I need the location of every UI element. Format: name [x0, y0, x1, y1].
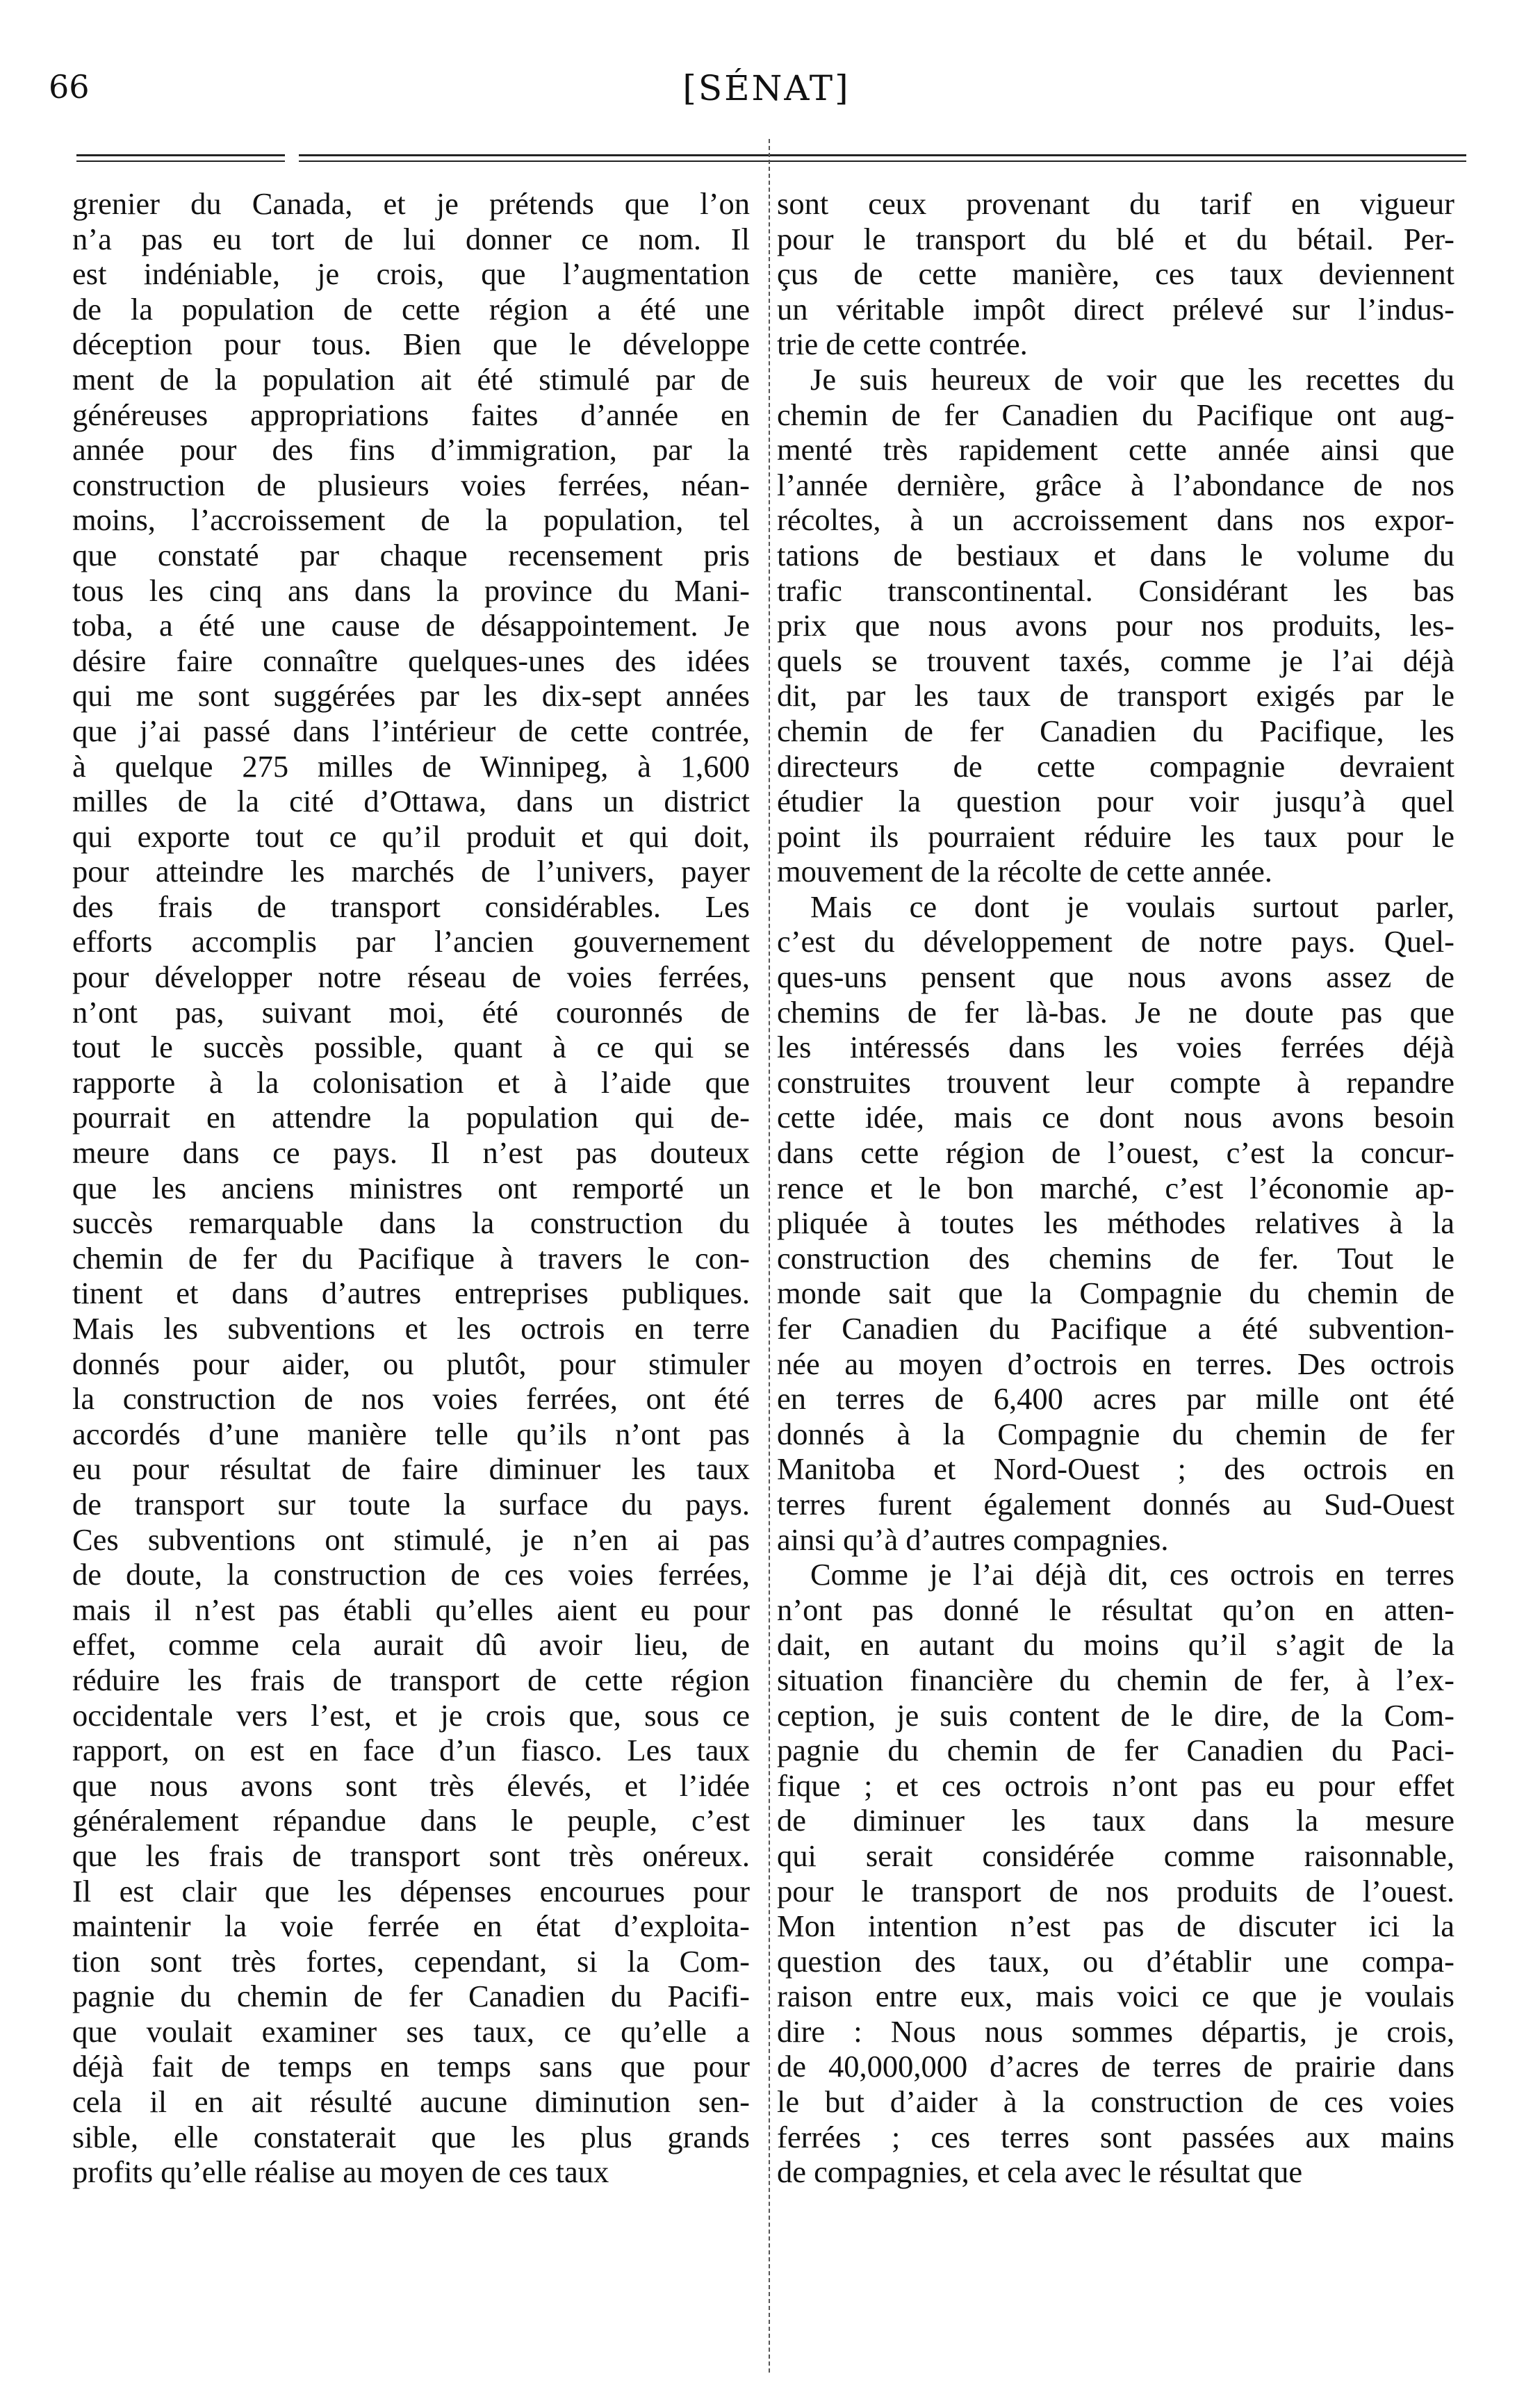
text-line: profits qu’elle réalise au moyen de ces taux: [72, 2154, 609, 2190]
text-line: succès remarquable dans la construction du: [72, 1205, 750, 1241]
text-line: pliquée à toutes les méthodes relatives à la: [777, 1205, 1454, 1241]
text-line: point ils pourraient réduire les taux pour le: [777, 818, 1454, 854]
text-line: pour le transport de nos produits de l’ouest.: [777, 1873, 1454, 1908]
text-line: moins, l’accroissement de la population, tel: [72, 502, 750, 538]
text-line: pour le transport du blé et du bétail. Per-: [777, 221, 1454, 256]
text-line: qui exporte tout ce qu’il produit et qui doit,: [72, 818, 750, 854]
text-line: ment de la population ait été stimulé par de: [72, 361, 750, 397]
text-line: tous les cinq ans dans la province du Mani-: [72, 572, 750, 608]
text-line: Mon intention n’est pas de discuter ici la: [777, 1908, 1454, 1944]
text-line: Je suis heureux de voir que les recettes du: [810, 361, 1454, 397]
text-line: tout le succès possible, quant à ce qui se: [72, 1030, 750, 1065]
text-line: cela il en ait résulté aucune diminution sen-: [72, 2084, 750, 2120]
text-line: chemin de fer Canadien du Pacifique ont aug-: [777, 397, 1454, 432]
text-line: de la population de cette région a été une: [72, 291, 750, 327]
text-line: de 40,000,000 d’acres de terres de prairie dans: [777, 2049, 1454, 2084]
text-line: chemin de fer du Pacifique à travers le con-: [72, 1240, 750, 1276]
text-line: sible, elle constaterait que les plus grands: [72, 2119, 750, 2154]
text-line: qui serait considérée comme raisonnable,: [777, 1838, 1454, 1873]
running-title: [SÉNAT]: [682, 68, 851, 108]
text-line: fique ; et ces octrois n’ont pas eu pour effet: [777, 1767, 1454, 1803]
text-line: que constaté par chaque recensement pris: [72, 537, 750, 572]
text-line: que les frais de transport sont très onéreux.: [72, 1838, 750, 1873]
text-line: récoltes, à un accroissement dans nos expor-: [777, 502, 1454, 538]
text-line: rapport, on est en face d’un fiasco. Les taux: [72, 1733, 750, 1768]
text-line: question des taux, ou d’établir une compa-: [777, 1943, 1454, 1979]
text-line: ques-uns pensent que nous avons assez de: [777, 959, 1454, 995]
text-line: donnés pour aider, ou plutôt, pour stimuler: [72, 1346, 750, 1381]
text-line: directeurs de cette compagnie devraient: [777, 748, 1454, 784]
text-line: née au moyen d’octrois en terres. Des octrois: [777, 1346, 1454, 1381]
text-line: de transport sur toute la surface du pays.: [72, 1486, 750, 1522]
text-line: c’est du développement de notre pays. Quel-: [777, 924, 1454, 959]
header-rule-right: [299, 154, 1466, 162]
text-line: maintenir la voie ferrée en état d’exploita-: [72, 1908, 750, 1944]
text-line: un véritable impôt direct prélevé sur l’indus-: [777, 291, 1454, 327]
left-column: [72, 186, 750, 2190]
text-line: en terres de 6,400 acres par mille ont été: [777, 1381, 1454, 1417]
text-line: à quelque 275 milles de Winnipeg, à 1,600: [72, 748, 750, 784]
text-line: Ces subventions ont stimulé, je n’en ai pas: [72, 1522, 750, 1557]
text-line: généreuses appropriations faites d’année en: [72, 397, 750, 432]
text-line: rence et le bon marché, c’est l’économie ap-: [777, 1170, 1454, 1205]
text-line: le but d’aider à la construction de ces voies: [777, 2084, 1454, 2120]
text-line: déception pour tous. Bien que le développe: [72, 327, 750, 362]
text-line: dait, en autant du moins qu’il s’agit de la: [777, 1627, 1454, 1663]
text-line: de compagnies, et cela avec le résultat que: [777, 2154, 1303, 2190]
text-line: mais il n’est pas établi qu’elles aient eu pour: [72, 1592, 750, 1627]
text-line: année pour des fins d’immigration, par la: [72, 432, 750, 468]
text-line: déjà fait de temps en temps sans que pour: [72, 2049, 750, 2084]
text-line: çus de cette manière, ces taux deviennent: [777, 256, 1454, 292]
text-line: que les anciens ministres ont remporté un: [72, 1170, 750, 1205]
page-number: 66: [49, 68, 90, 106]
text-line: Il est clair que les dépenses encourues pour: [72, 1873, 750, 1908]
text-line: dans cette région de l’ouest, c’est la concur-: [777, 1135, 1454, 1171]
text-line: trie de cette contrée.: [777, 327, 1028, 362]
text-line: que j’ai passé dans l’intérieur de cette contrée,: [72, 713, 750, 748]
text-line: monde sait que la Compagnie du chemin de: [777, 1276, 1454, 1311]
text-line: pagnie du chemin de fer Canadien du Pacifi-: [72, 1979, 750, 2014]
text-line: effet, comme cela aurait dû avoir lieu, de: [72, 1627, 750, 1663]
text-line: tations de bestiaux et dans le volume du: [777, 537, 1454, 572]
text-line: généralement répandue dans le peuple, c’est: [72, 1803, 750, 1838]
text-line: rapporte à la colonisation et à l’aide que: [72, 1064, 750, 1100]
text-line: eu pour résultat de faire diminuer les taux: [72, 1451, 750, 1487]
text-line: occidentale vers l’est, et je crois que, sous ce: [72, 1697, 750, 1733]
text-line: construites trouvent leur compte à repandre: [777, 1064, 1454, 1100]
text-line: cette idée, mais ce dont nous avons besoin: [777, 1100, 1454, 1135]
text-line: raison entre eux, mais voici ce que je voulais: [777, 1979, 1454, 2014]
text-line: pour développer notre réseau de voies ferrées,: [72, 959, 750, 995]
text-line: ception, je suis content de le dire, de la Com-: [777, 1697, 1454, 1733]
text-line: terres furent également donnés au Sud-Ouest: [777, 1486, 1454, 1522]
text-line: sont ceux provenant du tarif en vigueur: [777, 186, 1454, 221]
text-line: que voulait examiner ses taux, ce qu’elle a: [72, 2013, 750, 2049]
text-line: n’ont pas, suivant moi, été couronnés de: [72, 994, 750, 1030]
right-column: [777, 186, 1454, 2190]
text-line: milles de la cité d’Ottawa, dans un district: [72, 784, 750, 819]
text-line: trafic transcontinental. Considérant les bas: [777, 572, 1454, 608]
text-line: chemins de fer là-bas. Je ne doute pas que: [777, 994, 1454, 1030]
text-line: pour atteindre les marchés de l’univers, payer: [72, 854, 750, 889]
text-line: l’année dernière, grâce à l’abondance de nos: [777, 467, 1454, 502]
text-line: qui me sont suggérées par les dix-sept années: [72, 678, 750, 714]
text-line: tinent et dans d’autres entreprises publiques.: [72, 1276, 750, 1311]
text-line: ferrées ; ces terres sont passées aux mains: [777, 2119, 1454, 2154]
text-line: dire : Nous nous sommes départis, je crois,: [777, 2013, 1454, 2049]
text-line: des frais de transport considérables. Les: [72, 889, 750, 924]
column-divider: [769, 139, 770, 2373]
text-line: ainsi qu’à d’autres compagnies.: [777, 1522, 1169, 1557]
text-line: pagnie du chemin de fer Canadien du Paci-: [777, 1733, 1454, 1768]
text-line: étudier la question pour voir jusqu’à quel: [777, 784, 1454, 819]
text-line: situation financière du chemin de fer, à l’ex-: [777, 1662, 1454, 1697]
text-line: prix que nous avons pour nos produits, les-: [777, 608, 1454, 643]
text-line: quels se trouvent taxés, comme je l’ai déjà: [777, 643, 1454, 678]
text-line: construction des chemins de fer. Tout le: [777, 1240, 1454, 1276]
text-line: que nous avons sont très élevés, et l’idée: [72, 1767, 750, 1803]
text-line: construction de plusieurs voies ferrées, néan-: [72, 467, 750, 502]
text-line: accordés d’une manière telle qu’ils n’ont pas: [72, 1416, 750, 1451]
text-line: Manitoba et Nord-Ouest ; des octrois en: [777, 1451, 1454, 1487]
text-line: est indéniable, je crois, que l’augmentation: [72, 256, 750, 292]
text-line: fer Canadien du Pacifique a été subvention-: [777, 1311, 1454, 1346]
text-line: tion sont très fortes, cependant, si la Com-: [72, 1943, 750, 1979]
text-line: menté très rapidement cette année ainsi que: [777, 432, 1454, 468]
text-line: chemin de fer Canadien du Pacifique, les: [777, 713, 1454, 748]
text-line: pourrait en attendre la population qui de-: [72, 1100, 750, 1135]
text-line: les intéressés dans les voies ferrées déjà: [777, 1030, 1454, 1065]
text-line: Mais ce dont je voulais surtout parler,: [810, 889, 1454, 924]
text-line: toba, a été une cause de désappointement. Je: [72, 608, 750, 643]
text-line: dit, par les taux de transport exigés par le: [777, 678, 1454, 714]
text-line: de diminuer les taux dans la mesure: [777, 1803, 1454, 1838]
text-line: de doute, la construction de ces voies ferrées,: [72, 1557, 750, 1592]
text-line: efforts accomplis par l’ancien gouvernement: [72, 924, 750, 959]
text-line: grenier du Canada, et je prétends que l’on: [72, 186, 750, 221]
text-line: réduire les frais de transport de cette région: [72, 1662, 750, 1697]
text-line: Mais les subventions et les octrois en terre: [72, 1311, 750, 1346]
text-line: Comme je l’ai déjà dit, ces octrois en terres: [810, 1557, 1454, 1592]
text-line: n’a pas eu tort de lui donner ce nom. Il: [72, 221, 750, 256]
text-line: la construction de nos voies ferrées, ont été: [72, 1381, 750, 1417]
text-line: désire faire connaître quelques-unes des idées: [72, 643, 750, 678]
text-line: n’ont pas donné le résultat qu’on en atten-: [777, 1592, 1454, 1627]
header-rule-left: [76, 154, 285, 162]
text-line: donnés à la Compagnie du chemin de fer: [777, 1416, 1454, 1451]
text-line: mouvement de la récolte de cette année.: [777, 854, 1272, 889]
text-line: meure dans ce pays. Il n’est pas douteux: [72, 1135, 750, 1171]
